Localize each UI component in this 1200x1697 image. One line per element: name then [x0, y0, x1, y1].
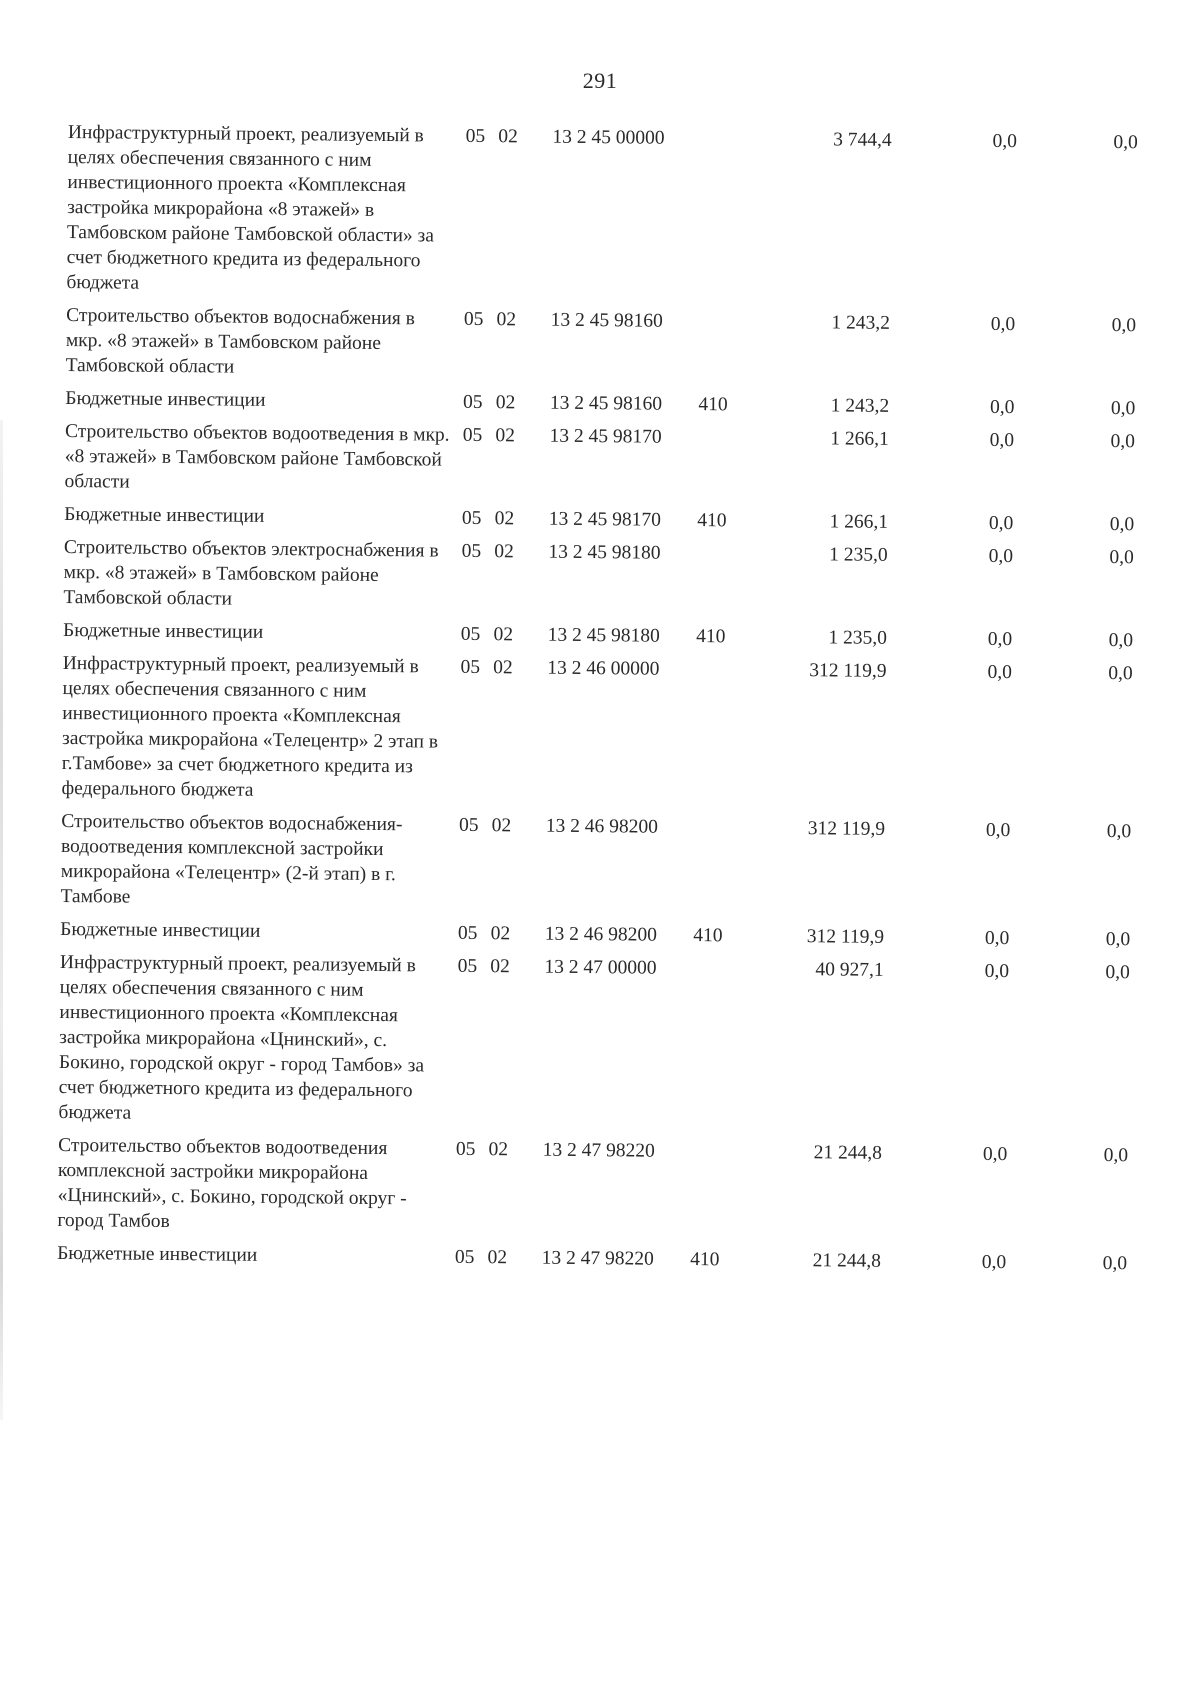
subsection-code: 02: [487, 1247, 508, 1269]
amount-second-year: 0,0: [988, 512, 1014, 535]
section-code: 05: [460, 623, 481, 645]
target-article-code: 13 2 46 98200: [544, 923, 658, 946]
item-name: Инфраструктурный проект, реализуемый в целях обеспечения связанного с ним инвестиционного проекта «Комплексная застройка микрорайона «Цнинский», с. Бокино, городской округ - город Тамбов» за счет бюджетного кредита из федерального бюджета: [58, 951, 425, 1124]
table-row: [63, 535, 1144, 628]
section-code: 05: [457, 955, 478, 977]
expense-type-code: [696, 541, 762, 625]
amount-third-year: 0,0: [1103, 1144, 1129, 1167]
amount-third-year: 0,0: [1113, 132, 1138, 154]
amount-second-year: 0,0: [988, 545, 1014, 568]
amount-third-year: 0,0: [1111, 315, 1137, 337]
amount-current-year: 1 235,0: [828, 627, 887, 649]
table-row: [57, 1133, 1138, 1251]
amount-current-year: 1 235,0: [829, 544, 888, 566]
amount-current-year: 312 119,9: [807, 818, 886, 840]
target-article-code: 13 2 45 00000: [552, 126, 665, 149]
table-row: [65, 303, 1146, 396]
amount-current-year: 40 927,1: [815, 959, 884, 981]
section-code: 05: [462, 424, 483, 446]
expense-type-code: [694, 657, 761, 816]
subsection-code: 02: [488, 1139, 509, 1161]
amount-second-year: 0,0: [989, 396, 1015, 419]
amount-third-year: 0,0: [1106, 821, 1132, 843]
amount-third-year: 0,0: [1108, 663, 1133, 685]
amount-current-year: 1 266,1: [829, 511, 889, 533]
section-code: 05: [465, 125, 486, 148]
subsection-code: 02: [495, 392, 516, 414]
amount-current-year: 21 244,8: [812, 1250, 882, 1272]
table-row: [60, 809, 1141, 927]
expense-type-code: [690, 1139, 756, 1248]
target-article-code: 13 2 45 98180: [548, 541, 661, 564]
amount-third-year: 0,0: [1105, 961, 1130, 984]
item-name: Бюджетные инвестиции: [57, 1242, 258, 1266]
subsection-code: 02: [498, 126, 518, 148]
item-name: Бюджетные инвестиции: [62, 619, 264, 643]
target-article-code: 13 2 47 00000: [544, 956, 657, 979]
amount-second-year: 0,0: [982, 1143, 1008, 1166]
amount-second-year: 0,0: [981, 1251, 1007, 1274]
section-code: 05: [463, 308, 484, 330]
amount-second-year: 0,0: [984, 960, 1010, 983]
target-article-code: 13 2 47 98220: [541, 1247, 654, 1270]
section-code: 05: [461, 540, 482, 562]
subsection-code: 02: [490, 956, 510, 978]
page-number: 291: [582, 68, 618, 93]
amount-current-year: 1 243,2: [830, 395, 890, 417]
amount-third-year: 0,0: [1108, 630, 1134, 652]
subsection-code: 02: [490, 923, 511, 945]
section-code: 05: [462, 391, 483, 413]
amount-third-year: 0,0: [1105, 929, 1131, 951]
target-article-code: 13 2 45 98180: [547, 624, 660, 647]
target-article-code: 13 2 45 98170: [548, 508, 661, 531]
subsection-code: 02: [495, 425, 516, 447]
amount-current-year: 1 243,2: [831, 312, 891, 334]
target-article-code: 13 2 45 98170: [549, 425, 662, 448]
amount-third-year: 0,0: [1110, 431, 1136, 453]
expense-type-code: 410: [693, 925, 723, 947]
amount-second-year: 0,0: [987, 628, 1013, 651]
item-name: Строительство объектов электроснабжения в мкр. «8 этажей» в Тамбовском районе Тамбовской области: [63, 536, 439, 610]
target-article-code: 13 2 46 98200: [545, 815, 659, 838]
amount-third-year: 0,0: [1109, 547, 1134, 569]
item-name: Бюджетные инвестиции: [65, 387, 266, 411]
subsection-code: 02: [491, 815, 512, 837]
expense-type-code: 410: [696, 626, 726, 648]
subsection-code: 02: [493, 657, 513, 679]
table-row: [58, 950, 1140, 1143]
table-body: [57, 120, 1148, 1284]
amount-current-year: 3 744,4: [833, 129, 892, 151]
section-code: 05: [454, 1246, 475, 1268]
section-code: 05: [460, 656, 481, 678]
expense-type-code: [697, 425, 763, 509]
item-name: Строительство объектов водоснабжения в мкр. «8 этажей» в Тамбовском районе Тамбовской области: [65, 304, 415, 378]
item-name: Строительство объектов водоснабжения-водоотведения комплексной застройки микрорайона «Телецентр» (2-й этап) в г. Тамбове: [60, 810, 403, 908]
amount-current-year: 312 119,9: [809, 660, 887, 682]
amount-second-year: 0,0: [984, 927, 1010, 950]
amount-current-year: 312 119,9: [806, 926, 885, 948]
amount-third-year: 0,0: [1102, 1252, 1128, 1275]
item-name: Инфраструктурный проект, реализуемый в целях обеспечения связанного с ним инвестиционного проекта «Комплексная застройка микрорайона «Телецентр» 2 этап в г.Тамбове» за счет бюджетного кредита из федерального бюджета: [61, 652, 439, 801]
target-article-code: 13 2 45 98160: [549, 392, 663, 415]
expense-type-code: 410: [690, 1249, 720, 1271]
amount-current-year: 21 244,8: [813, 1142, 883, 1164]
expense-type-code: [699, 126, 766, 310]
target-article-code: 13 2 47 98220: [542, 1139, 655, 1162]
amount-third-year: 0,0: [1109, 514, 1135, 536]
subsection-code: 02: [496, 309, 517, 331]
amount-second-year: 0,0: [990, 313, 1016, 336]
expense-type-code: [691, 956, 758, 1140]
amount-second-year: 0,0: [989, 429, 1015, 452]
subsection-code: 02: [494, 508, 515, 530]
amount-second-year: 0,0: [985, 819, 1011, 842]
amount-second-year: 0,0: [992, 130, 1018, 153]
amount-second-year: 0,0: [987, 661, 1012, 684]
table-row: [66, 120, 1148, 313]
target-article-code: 13 2 46 00000: [547, 657, 660, 680]
section-code: 05: [461, 507, 482, 529]
item-name: Строительство объектов водоотведения комплексной застройки микрорайона «Цнинский», с. Бокино, городской округ - город Тамбов: [57, 1134, 407, 1233]
item-name: Бюджетные инвестиции: [64, 503, 265, 527]
scan-edge-shadow: [0, 420, 3, 1420]
table-row: [64, 419, 1145, 512]
target-article-code: 13 2 45 98160: [550, 309, 663, 332]
expense-type-code: [699, 309, 765, 393]
budget-table: [57, 120, 1148, 1284]
amount-third-year: 0,0: [1110, 398, 1136, 420]
expense-type-code: 410: [697, 510, 727, 532]
subsection-code: 02: [493, 624, 514, 646]
section-code: 05: [457, 922, 478, 944]
item-name: Инфраструктурный проект, реализуемый в целях обеспечения связанного с ним инвестиционного проекта «Комплексная застройка микрорайона «8 этажей» в Тамбовском районе Тамбовской области» за счет бюджетного кредита из федерального бюджета: [66, 121, 435, 294]
expense-type-code: [693, 815, 759, 924]
section-code: 05: [458, 814, 479, 836]
item-name: Строительство объектов водоотведения в мкр. «8 этажей» в Тамбовском районе Тамбовской области: [64, 420, 450, 493]
item-name: Бюджетные инвестиции: [60, 918, 261, 942]
amount-current-year: 1 266,1: [830, 428, 889, 450]
section-code: 05: [455, 1138, 476, 1160]
subsection-code: 02: [494, 541, 514, 563]
expense-type-code: 410: [698, 394, 728, 416]
table-row: [61, 651, 1142, 819]
